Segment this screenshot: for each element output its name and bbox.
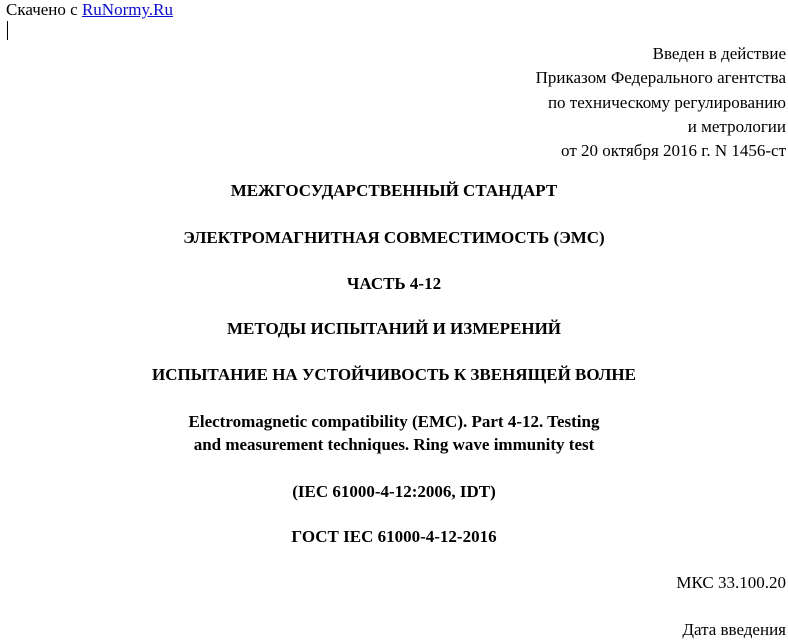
english-title-line-1: Electromagnetic compatibility (EMC). Part 4-12. Testing (188, 412, 600, 431)
download-prefix: Скачено с (6, 0, 78, 19)
effective-date-label: Дата введения (682, 620, 786, 639)
standard-title-heading: ЭЛЕКТРОМАГНИТНАЯ СОВМЕСТИМОСТЬ (ЭМС) (183, 228, 605, 247)
download-source-line (6, 0, 173, 20)
enactment-line-1: Введен в действие (652, 44, 786, 63)
english-title-line-2: and measurement techniques. Ring wave immunity test (193, 435, 595, 454)
enactment-line-3: по техническому регулированию (547, 92, 786, 112)
gost-designation: ГОСТ IEC 61000-4-12-2016 (291, 527, 497, 546)
standard-type-heading: МЕЖГОСУДАРСТВЕННЫЙ СТАНДАРТ (230, 181, 558, 200)
text-cursor (7, 21, 8, 40)
enactment-line-2: Приказом Федерального агентства (535, 68, 786, 88)
enactment-line-4: и метрологии (687, 116, 786, 136)
part-heading: ЧАСТЬ 4-12 (346, 274, 442, 293)
test-heading: ИСПЫТАНИЕ НА УСТОЙЧИВОСТЬ К ЗВЕНЯЩЕЙ ВОЛНЕ (151, 365, 636, 384)
mks-code: МКС 33.100.20 (676, 573, 786, 592)
enactment-line-5: от 20 октября 2016 г. N 1456-ст (561, 141, 786, 161)
iec-reference: (IEC 61000-4-12:2006, IDT) (292, 482, 496, 501)
runormy-link[interactable]: RuNormy.Ru (81, 0, 173, 19)
enactment-block (536, 42, 786, 163)
methods-heading: МЕТОДЫ ИСПЫТАНИЙ И ИЗМЕРЕНИЙ (226, 319, 562, 338)
